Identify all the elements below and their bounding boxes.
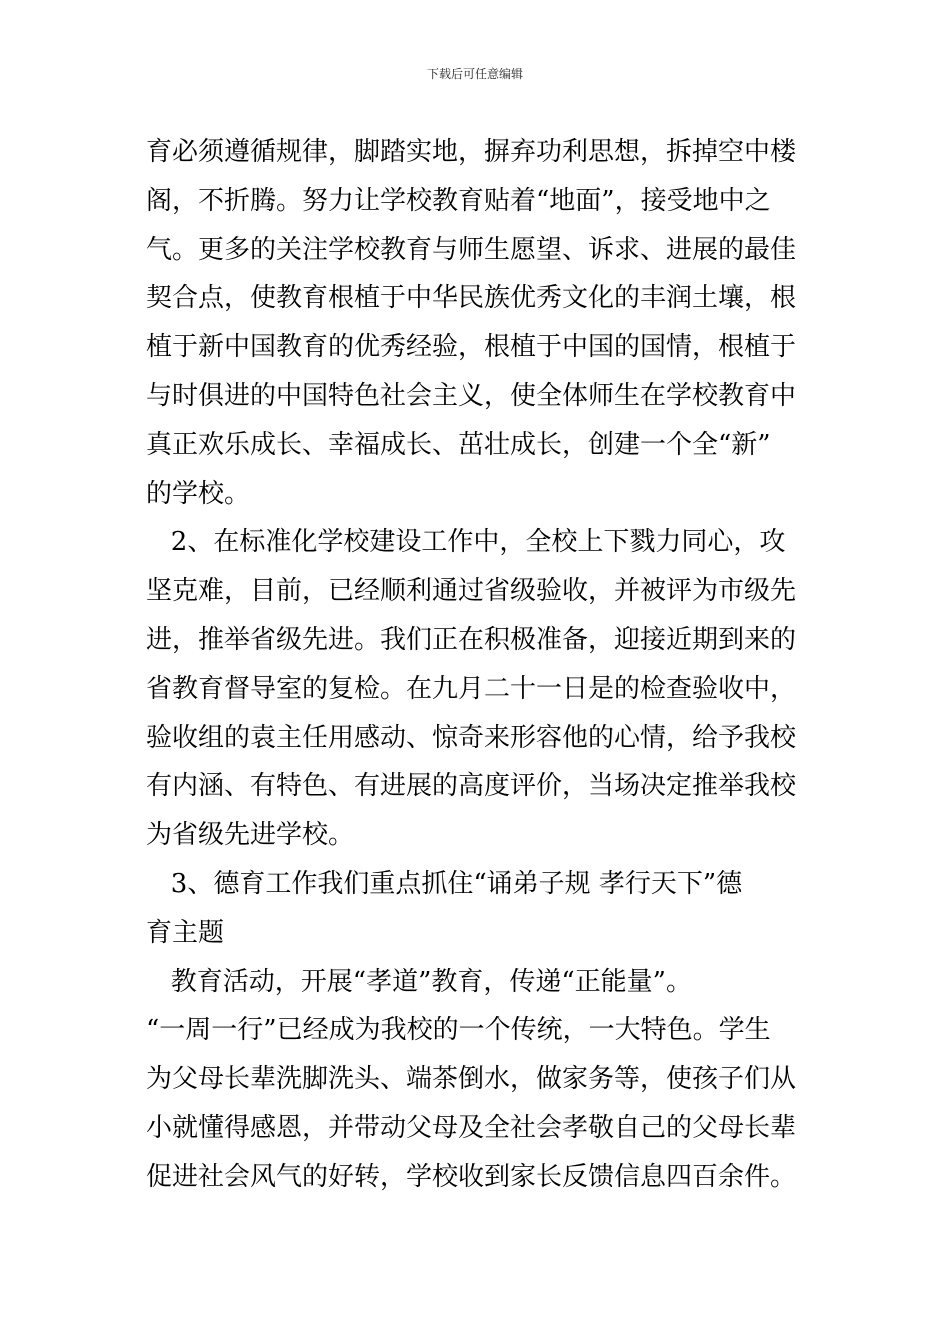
- text-line: 真正欢乐成长、幸福成长、茁壮成长，创建一个全“新”: [146, 429, 771, 460]
- text-line: 为父母长辈洗脚洗头、端茶倒水，做家务等，使孩子们从: [146, 1064, 797, 1095]
- text-line: 坚克难，目前，已经顺利通过省级验收，并被评为市级先: [146, 576, 797, 607]
- text-line: 验收组的袁主任用感动、惊奇来形容他的心情，给予我校: [146, 722, 797, 753]
- text-line: 育主题: [146, 917, 225, 948]
- text-line: 阁，不折腾。努力让学校教育贴着“地面”，接受地中之: [146, 185, 771, 216]
- body-text: [146, 128, 811, 1202]
- text-line: 进，推举省级先进。我们正在积极准备，迎接近期到来的: [146, 624, 797, 655]
- text-line: 有内涵、有特色、有进展的高度评价，当场决定推举我校: [146, 771, 797, 802]
- text-line: 的学校。: [146, 478, 251, 509]
- text-line: 3、德育工作我们重点抓住“诵弟子规 孝行天下”德: [146, 868, 743, 899]
- text-line: 为省级先进学校。: [146, 820, 355, 851]
- text-line: 小就懂得感恩，并带动父母及全社会孝敬自己的父母长辈: [146, 1112, 797, 1143]
- text-line: 植于新中国教育的优秀经验，根植于中国的国情，根植于: [146, 332, 797, 363]
- text-line: 省教育督导室的复检。在九月二十一日是的检查验收中，: [146, 673, 797, 704]
- page-header: 下载后可任意编辑: [426, 67, 523, 81]
- text-line: 契合点，使教育根植于中华民族优秀文化的丰润土壤，根: [146, 283, 797, 314]
- text-line: 2、在标准化学校建设工作中，全校上下戮力同心，攻: [146, 527, 786, 558]
- text-line: 育必须遵循规律，脚踏实地，摒弃功利思想，拆掉空中楼: [146, 137, 797, 167]
- text-line: “一周一行”已经成为我校的一个传统，一大特色。学生: [146, 1015, 771, 1046]
- text-line: 教育活动，开展“孝道”教育，传递“正能量”。: [146, 966, 692, 997]
- text-line: 与时俱进的中国特色社会主义，使全体师生在学校教育中: [146, 380, 797, 411]
- text-line: 促进社会风气的好转，学校收到家长反馈信息四百余件。: [146, 1161, 797, 1192]
- text-line: 气。更多的关注学校教育与师生愿望、诉求、进展的最佳: [146, 234, 797, 265]
